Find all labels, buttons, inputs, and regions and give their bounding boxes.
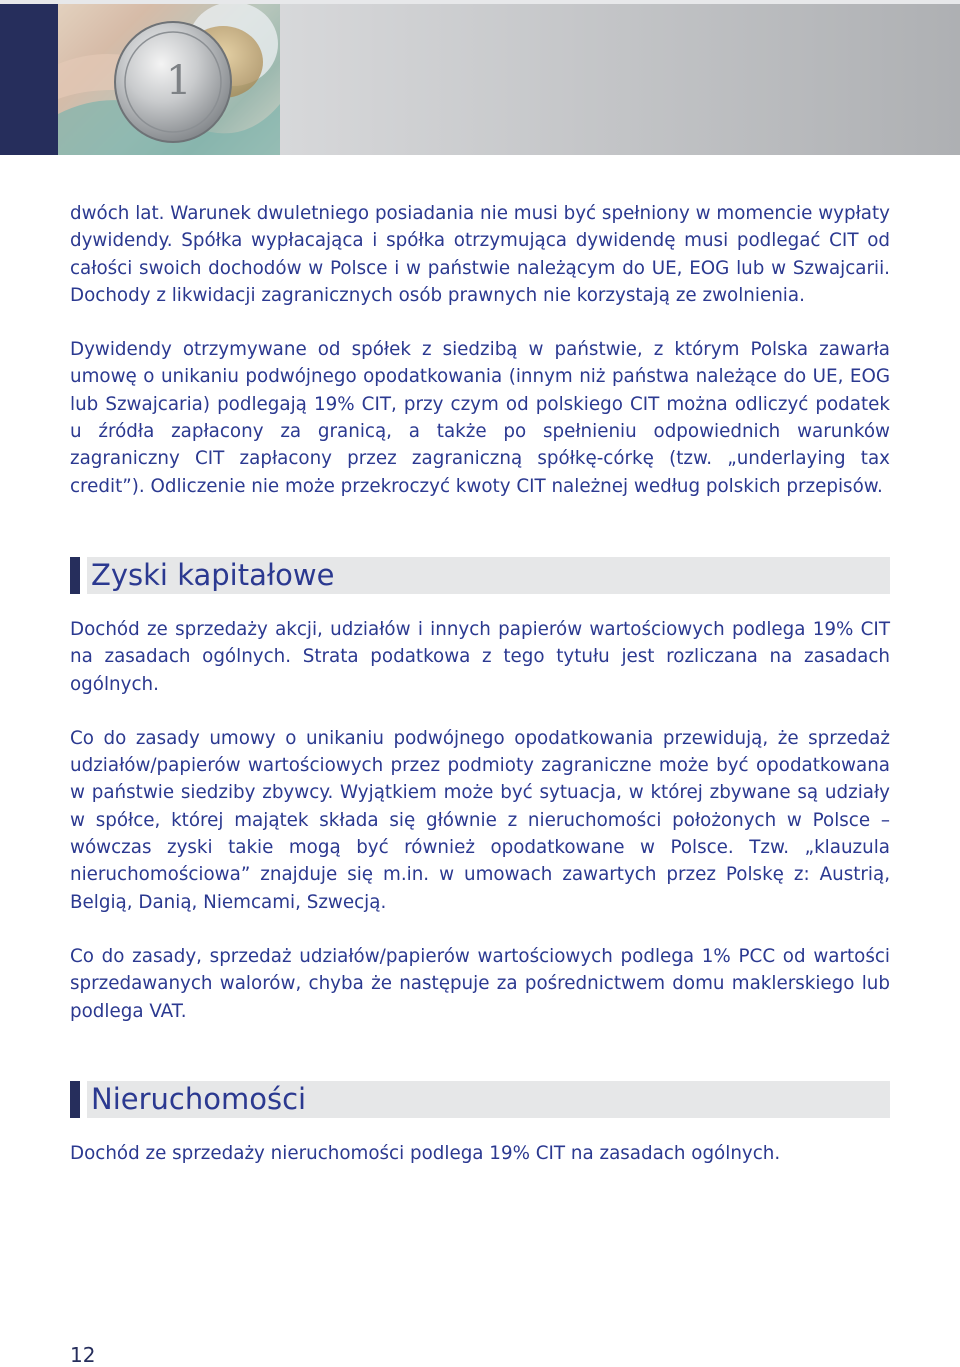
paragraph-dividend-treaty: Dywidendy otrzymywane od spółek z siedzibą w państwie, z którym Polska zawarła umowę o unikaniu podwójnego opodatkowania (innym niż państwa należące do UE, EOG lub Szwajcaria) podlegają 19% CIT, przy czym od polskiego CIT można odliczyć podatek u źródła zapłacony za granicą, a także po spełnieniu odpowiednich warunków zagraniczny CIT zapłacony przez zagraniczną spółkę-córkę (tzw. „underlaying tax credit”). Odliczenie nie może przekroczyć kwoty CIT należnej według polskich przepisów.	[70, 339, 890, 497]
paragraph-capital-gains-treaty: Co do zasady umowy o unikaniu podwójnego opodatkowania przewidują, że sprzedaż udziałów/papierów wartościowych przez podmioty zagraniczne może być opodatkowana w państwie siedziby zbywcy. Wyjątkiem może być sytuacja, w której zbywane są udziały w spółce, której majątek składa się głównie z nieruchomości położonych w Polsce – wówczas zyski takie mogą być również opodatkowane w Polsce. Tzw. „klauzula nieruchomościowa” znajduje się m.in. w umowach zawartych przez Polskę z: Austrią, Belgią, Danią, Niemcami, Szwecją.	[70, 727, 890, 913]
header-gray-block	[280, 4, 960, 155]
section-heading-capital-gains	[70, 557, 890, 594]
header-navy-block	[0, 4, 58, 155]
heading-accent-bar	[70, 557, 80, 594]
coin-image	[58, 4, 280, 155]
paragraph-capital-gains-pcc: Co do zasady, sprzedaż udziałów/papierów wartościowych podlega 1% PCC od wartości sprzedawanych walorów, chyba że następuje za pośrednictwem domu maklerskiego lub podlega VAT.	[70, 945, 890, 1022]
section-heading-real-estate	[70, 1081, 890, 1118]
section-title: Nieruchomości	[91, 1081, 307, 1116]
svg-text:1: 1	[166, 58, 192, 104]
paragraph-capital-gains-general: Dochód ze sprzedaży akcji, udziałów i innych papierów wartościowych podlega 19% CIT na zasadach ogólnych. Strata podatkowa z tego tytułu jest rozliczana na zasadach ogólnych.	[70, 618, 890, 695]
section-title: Zyski kapitałowe	[91, 557, 335, 592]
paragraph-real-estate: Dochód ze sprzedaży nieruchomości podlega 19% CIT na zasadach ogólnych.	[70, 1142, 781, 1164]
header-coin-photo	[58, 4, 280, 155]
heading-accent-bar	[70, 1081, 80, 1118]
page-number: 12	[70, 1343, 96, 1367]
paragraph-dividend-holding: dwóch lat. Warunek dwuletniego posiadania nie musi być spełniony w momencie wypłaty dywidendy. Spółka wypłacająca i spółka otrzymująca dywidendę musi podlegać CIT od całości swoich dochodów w Polsce i w państwie należącym do UE, EOG lub w Szwajcarii. Dochody z likwidacji zagranicznych osób prawnych nie korzystają ze zwolnienia.	[70, 203, 890, 306]
page-content	[70, 200, 890, 1167]
